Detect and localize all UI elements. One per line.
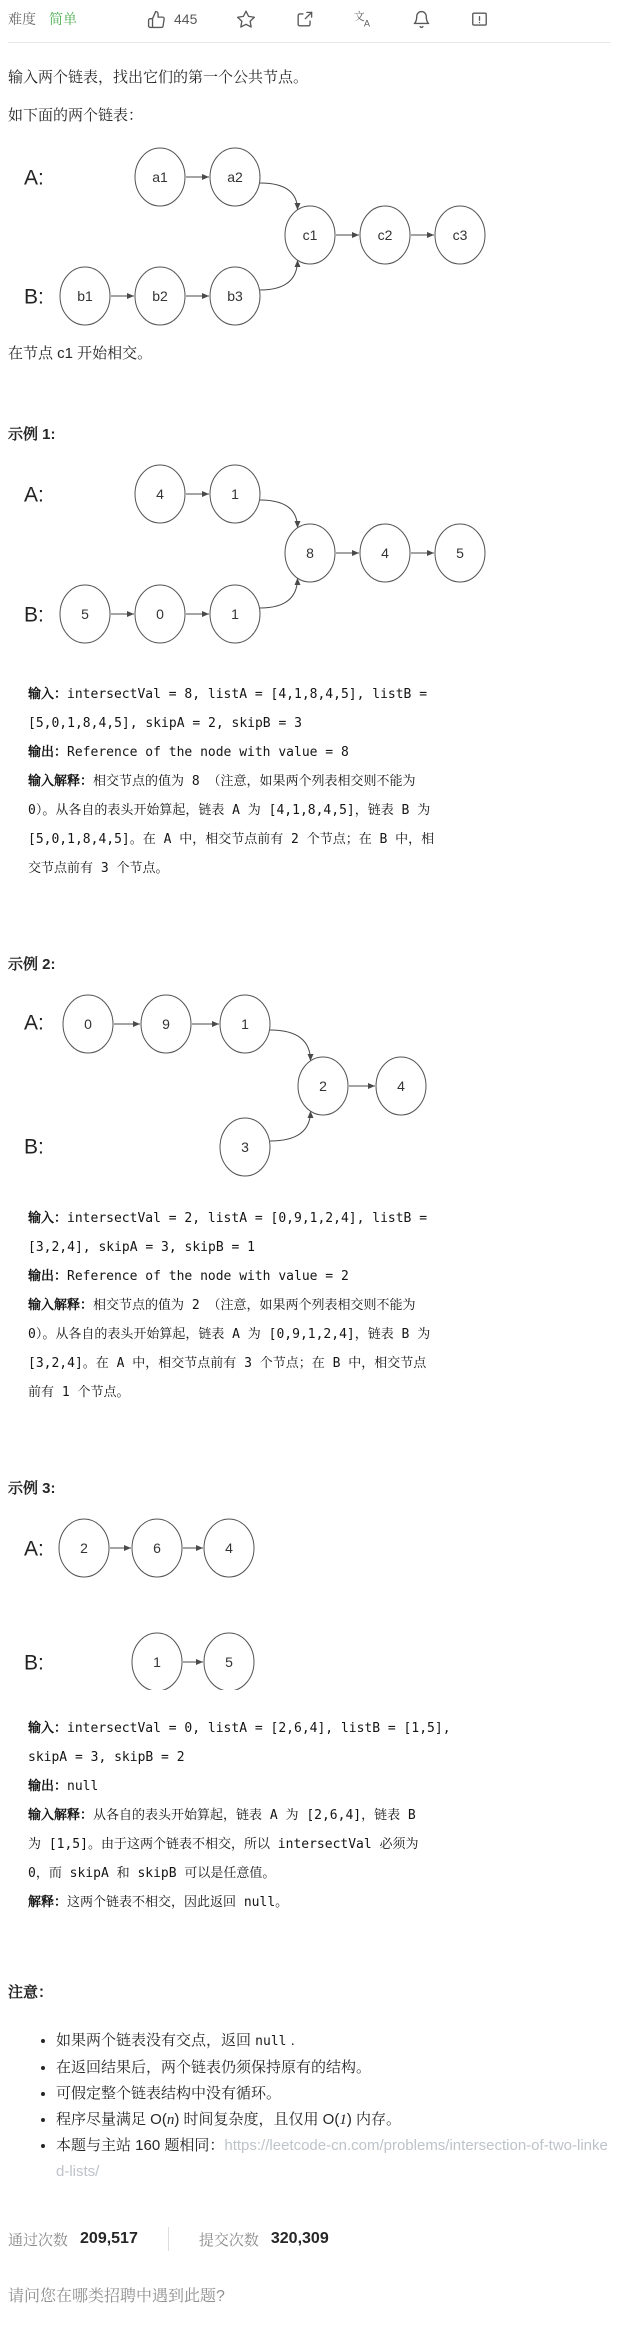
notes-title: 注意： bbox=[8, 1984, 54, 2001]
intro-intersect-caption: 在节点 c1 开始相交。 bbox=[8, 345, 153, 362]
list-node-label: 1 bbox=[153, 1653, 161, 1670]
list-node-label: 1 bbox=[231, 485, 239, 502]
list-label: A: bbox=[24, 483, 44, 507]
edge-arrow bbox=[260, 183, 298, 210]
favorite-button[interactable] bbox=[236, 9, 256, 29]
list-node-label: c1 bbox=[302, 226, 318, 243]
inline-code: null bbox=[255, 2034, 287, 2049]
list-node-label: 4 bbox=[397, 1077, 405, 1094]
linked-list-diagram-example-3 bbox=[8, 1510, 508, 1690]
notes-list bbox=[8, 2028, 611, 2185]
edge-arrow bbox=[260, 260, 298, 290]
list-node-label: 5 bbox=[225, 1653, 233, 1670]
like-button[interactable] bbox=[147, 10, 197, 29]
list-node-label: 4 bbox=[225, 1539, 233, 1556]
list-node-label: 9 bbox=[162, 1015, 170, 1032]
svg-text:A: A bbox=[364, 18, 371, 29]
stats-divider bbox=[168, 2227, 169, 2251]
list-node-label: 4 bbox=[156, 485, 164, 502]
list-node-label: 5 bbox=[456, 544, 464, 561]
related-problem-link[interactable]: https://leetcode-cn.com/problems/intersection-of-two-linked-lists/ bbox=[56, 2137, 608, 2180]
edge-arrow bbox=[270, 1030, 311, 1061]
edge-arrow bbox=[260, 500, 298, 528]
note-item: • 程序尽量满足 O(n) 时间复杂度，且仅用 O(1) 内存。 bbox=[56, 2107, 611, 2133]
list-node-label: 6 bbox=[153, 1539, 161, 1556]
edge-arrow bbox=[270, 1111, 311, 1141]
accepted-count: 209,517 bbox=[80, 2230, 138, 2247]
list-node-label: b3 bbox=[227, 287, 243, 304]
list-node-label: 5 bbox=[81, 605, 89, 622]
share-icon bbox=[295, 10, 314, 29]
list-label: A: bbox=[24, 166, 44, 190]
like-count: 445 bbox=[174, 11, 198, 27]
difficulty-label: 难度 bbox=[8, 11, 36, 27]
list-node-label: 0 bbox=[84, 1015, 92, 1032]
list-node-label: c3 bbox=[452, 226, 468, 243]
edge-arrow bbox=[260, 578, 298, 608]
list-label: A: bbox=[24, 1537, 44, 1561]
poll-question: 请问您在哪类招聘中遇到此题? bbox=[8, 2288, 225, 2305]
linked-list-diagram-example-1 bbox=[8, 456, 508, 656]
notifications-button[interactable] bbox=[412, 10, 431, 29]
list-node-label: a1 bbox=[152, 168, 168, 185]
problem-meta-bar bbox=[8, 0, 611, 43]
note-item: • 如果两个链表没有交点，返回 null . bbox=[56, 2028, 611, 2055]
note-item: • 在返回结果后，两个链表仍须保持原有的结构。 bbox=[56, 2055, 611, 2081]
note-item: • 可假定整个链表结构中没有循环。 bbox=[56, 2081, 611, 2107]
list-node-label: 3 bbox=[241, 1138, 249, 1155]
feedback-button[interactable] bbox=[470, 10, 489, 29]
list-node-label: 4 bbox=[381, 544, 389, 561]
stats-row bbox=[8, 2227, 611, 2251]
list-label: B: bbox=[24, 603, 44, 627]
example-1-io: 输入：intersectVal = 8, listA = [4,1,8,4,5], listB = [5,0,1,8,4,5], skipA = 2, skipB = 3 输出：Reference of the node with value = 8 输入解释：相交节点的值为 8 （注意，如果两个列表相交则不能为 0）。从各自的表头开始算起，链表 A 为 [4,1,8,4,5]，链表 B 为 [5,0,1,8,4,5]。在 A 中，相交节点前有 2 个节点；在 B 中，相 交节点前有 3 个节点。 bbox=[28, 687, 435, 876]
submissions-count: 320,309 bbox=[270, 2230, 329, 2247]
accepted-label: 通过次数 bbox=[8, 2231, 69, 2249]
list-node-label: 1 bbox=[231, 605, 239, 622]
list-label: A: bbox=[24, 1011, 44, 1035]
list-node-label: 2 bbox=[80, 1539, 88, 1556]
problem-statement: 输入两个链表，找出它们的第一个公共节点。 bbox=[8, 69, 309, 86]
share-button[interactable] bbox=[295, 10, 314, 29]
list-node-label: b1 bbox=[77, 287, 93, 304]
linked-list-diagram-problem bbox=[8, 139, 508, 335]
list-node-label: 0 bbox=[156, 605, 164, 622]
example-2-title: 示例 2: bbox=[8, 956, 56, 973]
difficulty-badge: 简单 bbox=[49, 11, 77, 27]
list-node-label: 8 bbox=[306, 544, 314, 561]
star-icon bbox=[236, 9, 256, 29]
intro-lists-caption: 如下面的两个链表： bbox=[8, 107, 144, 124]
list-node-label: c2 bbox=[377, 226, 393, 243]
submissions-label: 提交次数 bbox=[198, 2231, 259, 2249]
list-label: B: bbox=[24, 1135, 44, 1159]
feedback-icon bbox=[470, 10, 489, 29]
translate-icon bbox=[353, 9, 373, 29]
thumbs-up-icon bbox=[147, 10, 166, 29]
svg-text:文: 文 bbox=[354, 10, 366, 23]
example-1-title: 示例 1: bbox=[8, 426, 56, 443]
example-3-title: 示例 3: bbox=[8, 1480, 56, 1497]
list-node-label: 1 bbox=[241, 1015, 249, 1032]
translate-button[interactable] bbox=[353, 9, 373, 29]
bell-icon bbox=[412, 10, 431, 29]
list-label: B: bbox=[24, 1651, 44, 1675]
list-label: B: bbox=[24, 285, 44, 309]
example-3-io: 输入：intersectVal = 0, listA = [2,6,4], listB = [1,5], skipA = 3, skipB = 2 输出：null 输入解释：从各自的表头开始算起，链表 A 为 [2,6,4]，链表 B 为 [1,5]。由于这两个链表不相交，所以 intersectVal 必须为 0，而 skipA 和 skipB 可以是任意值。 解释：这两个链表不相交，因此返回 null。 bbox=[28, 1721, 451, 1910]
linked-list-diagram-example-2 bbox=[8, 986, 508, 1180]
note-item: • 本题与主站 160 题相同：https://leetcode-cn.com/problems/intersection-of-two-linked-lists/ bbox=[56, 2133, 611, 2185]
list-node-label: a2 bbox=[227, 168, 243, 185]
example-2-io: 输入：intersectVal = 2, listA = [0,9,1,2,4], listB = [3,2,4], skipA = 3, skipB = 1 输出：Reference of the node with value = 2 输入解释：相交节点的值为 2 （注意，如果两个列表相交则不能为 0）。从各自的表头开始算起，链表 A 为 [0,9,1,2,4]，链表 B 为 [3,2,4]。在 A 中，相交节点前有 3 个节点；在 B 中，相交节点 前有 1 个节点。 bbox=[28, 1211, 431, 1400]
list-node-label: b2 bbox=[152, 287, 168, 304]
list-node-label: 2 bbox=[319, 1077, 327, 1094]
